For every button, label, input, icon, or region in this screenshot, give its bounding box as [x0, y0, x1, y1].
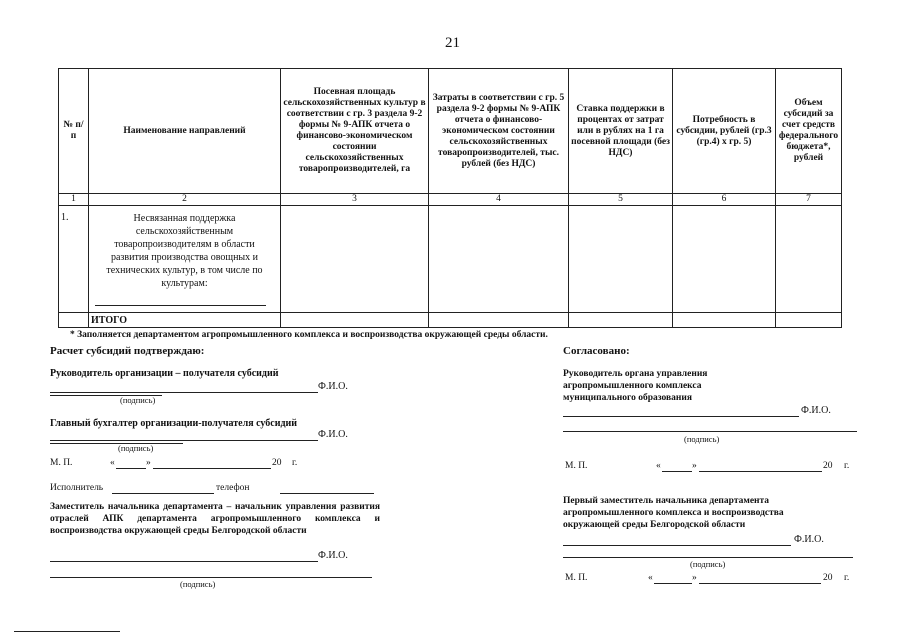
accountant-fio: Ф.И.О. — [318, 429, 348, 440]
accountant-label: Главный бухгалтер организации-получателя субсидий — [50, 418, 298, 429]
right-year: 20 — [823, 461, 833, 471]
left-day-line — [116, 468, 146, 469]
executor-line — [112, 493, 214, 494]
header-rate: Ставка поддержки в процентах от затрат или в рублях на 1 га посевной площади (без НДС) — [569, 69, 673, 194]
col-number-2: 2 — [89, 194, 281, 206]
head-org-label: Руководитель организации – получателя субсидий — [50, 368, 279, 379]
left-date-close: » — [146, 458, 151, 468]
left-year: 20 — [272, 458, 282, 468]
bottom-left-mark — [14, 631, 120, 632]
phone-line — [280, 493, 374, 494]
total-row — [59, 313, 842, 328]
deputy-label: Заместитель начальника департамента – начальник управления развития отраслей АПК департамента агропромышленного комплекса и воспроизводства окружающей среды Белгородской области — [50, 502, 380, 536]
header-area: Посевная площадь сельскохозяйственных культур в соответствии с гр. 3 раздела 9-2 формы № 9-АПК отчета о финансово-экономическом состоянии сельскохозяйственных товаропроизводителей, га — [281, 69, 429, 194]
municipal-fio: Ф.И.О. — [801, 405, 831, 416]
head-org-sign: (подпись) — [120, 395, 156, 405]
executor-label: Исполнитель — [50, 483, 104, 493]
first-deputy-sign: (подпись) — [690, 559, 726, 569]
first-deputy-signature-line — [563, 545, 791, 546]
right-date-close: » — [692, 461, 697, 471]
left-year-suffix: г. — [292, 458, 298, 468]
deputy-signature-line — [50, 561, 318, 562]
right-mp2: М. П. — [565, 573, 588, 583]
total-label: ИТОГО — [89, 313, 281, 328]
accountant-signature-line — [50, 440, 318, 441]
footnote: * Заполняется департаментом агропромышленного комплекса и воспроизводства окружающей среды области. — [70, 330, 548, 340]
col-number-6: 6 — [673, 194, 776, 206]
right-mp: М. П. — [565, 461, 588, 471]
deputy-fio: Ф.И.О. — [318, 550, 348, 561]
subsidy-table — [58, 68, 842, 328]
header-number: № п/п — [59, 69, 89, 194]
municipal-signature-line — [563, 416, 799, 417]
left-date-open: « — [110, 458, 115, 468]
table-row — [59, 206, 842, 313]
first-deputy-fio: Ф.И.О. — [794, 534, 824, 545]
accountant-sign: (подпись) — [118, 443, 154, 453]
right-date2-close: » — [692, 573, 697, 583]
right-year2: 20 — [823, 573, 833, 583]
col-number-3: 3 — [281, 194, 429, 206]
right-heading: Согласовано: — [563, 345, 630, 357]
head-org-signature-line — [50, 392, 318, 393]
phone-label: телефон — [216, 483, 250, 493]
header-name: Наименование направлений — [89, 69, 281, 194]
column-numbers-row — [59, 194, 842, 206]
col-number-4: 4 — [429, 194, 569, 206]
col-number-5: 5 — [569, 194, 673, 206]
left-mp: М. П. — [50, 458, 73, 468]
left-heading: Расчет субсидий подтверждаю: — [50, 345, 205, 357]
header-need: Потребность в субсидии, рублей (гр.3 (гр.4) х гр. 5) — [673, 69, 776, 194]
right-year2-suffix: г. — [844, 573, 850, 583]
right-year-suffix: г. — [844, 461, 850, 471]
row-number: 1. — [59, 206, 89, 313]
row-need — [673, 206, 776, 313]
head-org-fio: Ф.И.О. — [318, 381, 348, 392]
municipal-head-label: Руководитель органа управления агропромышленного комплекса муниципального образования — [563, 369, 708, 403]
row-underline — [95, 305, 266, 306]
row-costs — [429, 206, 569, 313]
header-costs: Затраты в соответствии с гр. 5 раздела 9-2 формы № 9-АПК отчета о финансово-экономическом состоянии сельскохозяйственных товаропроизводителей, тыс. рублей (без НДС) — [429, 69, 569, 194]
municipal-sign: (подпись) — [684, 434, 720, 444]
row-rate — [569, 206, 673, 313]
deputy-sign: (подпись) — [180, 579, 216, 589]
row-area — [281, 206, 429, 313]
col-number-7: 7 — [776, 194, 842, 206]
page-number: 21 — [445, 35, 460, 51]
header-volume: Объем субсидий за счет средств федерального бюджета*, рублей — [776, 69, 842, 194]
first-deputy-label: Первый заместитель начальника департамента агропромышленного комплекса и воспроизводства окружающей среды Белгородской области — [563, 496, 784, 530]
right-date2-open: « — [648, 573, 653, 583]
left-month-line — [153, 468, 271, 469]
right-date-open: « — [656, 461, 661, 471]
table-header-row — [59, 69, 842, 194]
row-name: Несвязанная поддержка сельскохозяйственным товаропроизводителям в области развития производства овощных и технических культур, в том числе по культурам: — [106, 213, 263, 289]
row-name-cell — [89, 206, 281, 313]
col-number-1: 1 — [59, 194, 89, 206]
row-volume — [776, 206, 842, 313]
